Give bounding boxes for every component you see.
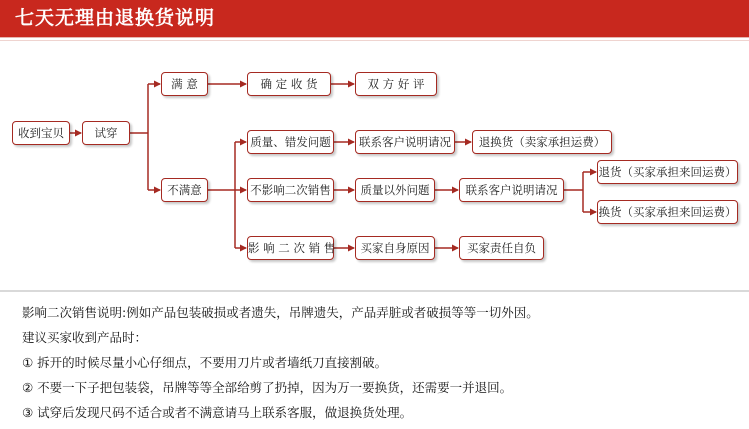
node-return-seller-pays: 退换货（卖家承担运费） xyxy=(472,130,612,154)
note-line: 影响二次销售说明:例如产品包装破损或者遗失，吊牌遗失，产品弄脏或者破损等等一切外因。 xyxy=(22,305,539,320)
section-divider xyxy=(0,290,749,292)
node-unsatisfied: 不满意 xyxy=(161,178,208,202)
node-satisfied: 满 意 xyxy=(161,72,208,96)
node-contact-service-1: 联系客户说明请况 xyxy=(355,130,455,154)
node-not-affect-sale: 不影响二次销售 xyxy=(247,178,334,202)
node-confirm-receipt: 确 定 收 货 xyxy=(247,72,331,96)
page-title: 七天无理由退换货说明 xyxy=(15,7,216,29)
node-affect-sale: 影 响 二 次 销 售 xyxy=(247,236,334,260)
node-try-on: 试穿 xyxy=(82,121,130,145)
node-received-item: 收到宝贝 xyxy=(12,121,70,145)
node-positive-review: 双 方 好 评 xyxy=(355,72,437,96)
note-line: ② 不要一下子把包装袋，吊牌等等全部给剪了扔掉，因为万一要换货，还需要一并退回。 xyxy=(22,380,513,395)
node-buyer-responsibility: 买家责任自负 xyxy=(459,236,544,260)
note-line: 建议买家收到产品时： xyxy=(22,330,148,345)
note-line: ③ 试穿后发现尺码不适合或者不满意请马上联系客服，做退换货处理。 xyxy=(22,405,413,420)
node-contact-service-2: 联系客户说明请况 xyxy=(459,178,564,202)
node-buyer-own-reason: 买家自身原因 xyxy=(355,236,435,260)
node-quality-issue: 质量、错发问题 xyxy=(247,130,334,154)
notes-section xyxy=(22,300,742,425)
node-non-quality-issue: 质量以外问题 xyxy=(355,178,435,202)
note-line: ① 拆开的时候尽量小心仔细点，不要用刀片或者墙纸刀直接割破。 xyxy=(22,355,388,370)
node-exchange-buyer-pays: 换货（买家承担来回运费） xyxy=(597,200,738,224)
node-return-buyer-pays: 退货（买家承担来回运费） xyxy=(597,160,738,184)
